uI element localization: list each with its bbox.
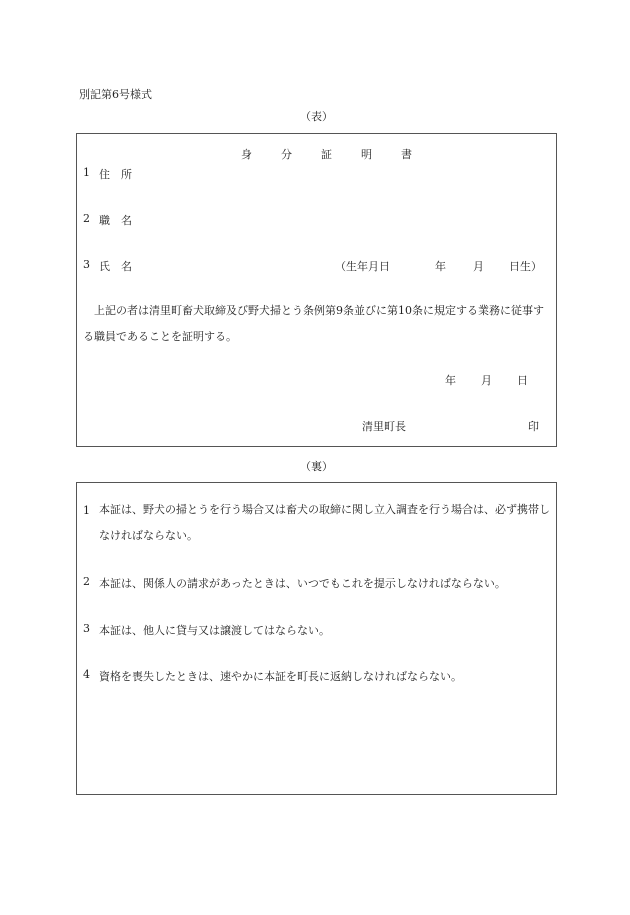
card-title-char-1: 身 <box>241 148 252 161</box>
row3-label-b: 名 <box>121 260 132 273</box>
card-title-char-3: 証 <box>321 148 332 161</box>
back-card <box>76 482 557 795</box>
birth-open: （生年月日 <box>335 260 390 273</box>
certification-statement: 上記の者は清里町畜犬取締及び野犬掃とう条例第9条並びに第10条に規定する業務に従事する職員であることを証明する。 <box>83 304 544 343</box>
back-item-1-text: 本証は、野犬の掃とうを行う場合又は畜犬の取締に関し立入調査を行う場合は、必ず携帯しなければならない。 <box>99 503 550 542</box>
birth-day-close: 日生） <box>509 260 542 273</box>
row2-label-b: 名 <box>121 214 132 227</box>
back-item-1-number: 1 <box>83 504 90 517</box>
row3-label-a: 氏 <box>99 260 110 273</box>
row1-label-a: 住 <box>99 168 110 181</box>
issuer-name: 清里町長 <box>362 420 406 433</box>
back-caption: （裏） <box>300 460 333 473</box>
back-item-2-text: 本証は、関係人の請求があったときは、いつでもこれを提示しなければならない。 <box>99 577 506 590</box>
row2-number: 2 <box>83 212 90 225</box>
back-item-3-text: 本証は、他人に貸与又は譲渡してはならない。 <box>99 624 330 637</box>
back-item-3-number: 3 <box>83 622 90 635</box>
back-item-4-text: 資格を喪失したときは、速やかに本証を町長に返納しなければならない。 <box>99 670 462 683</box>
form-label: 別記第6号様式 <box>79 88 152 101</box>
back-item-2-number: 2 <box>83 575 90 588</box>
issue-date-year: 年 <box>445 374 456 387</box>
row2-label-a: 職 <box>99 214 110 227</box>
issue-date-month: 月 <box>481 374 492 387</box>
row1-number: 1 <box>83 166 90 179</box>
birth-year: 年 <box>435 260 446 273</box>
card-title-char-4: 明 <box>361 148 372 161</box>
front-caption: （表） <box>300 110 333 123</box>
card-title-char-5: 書 <box>401 148 412 161</box>
seal-mark: 印 <box>528 420 539 433</box>
back-item-4-number: 4 <box>83 668 90 681</box>
issue-date-day: 日 <box>517 374 528 387</box>
row3-number: 3 <box>83 258 90 271</box>
row1-label-b: 所 <box>121 168 132 181</box>
front-card <box>76 133 557 447</box>
birth-month: 月 <box>473 260 484 273</box>
card-title-char-2: 分 <box>281 148 292 161</box>
